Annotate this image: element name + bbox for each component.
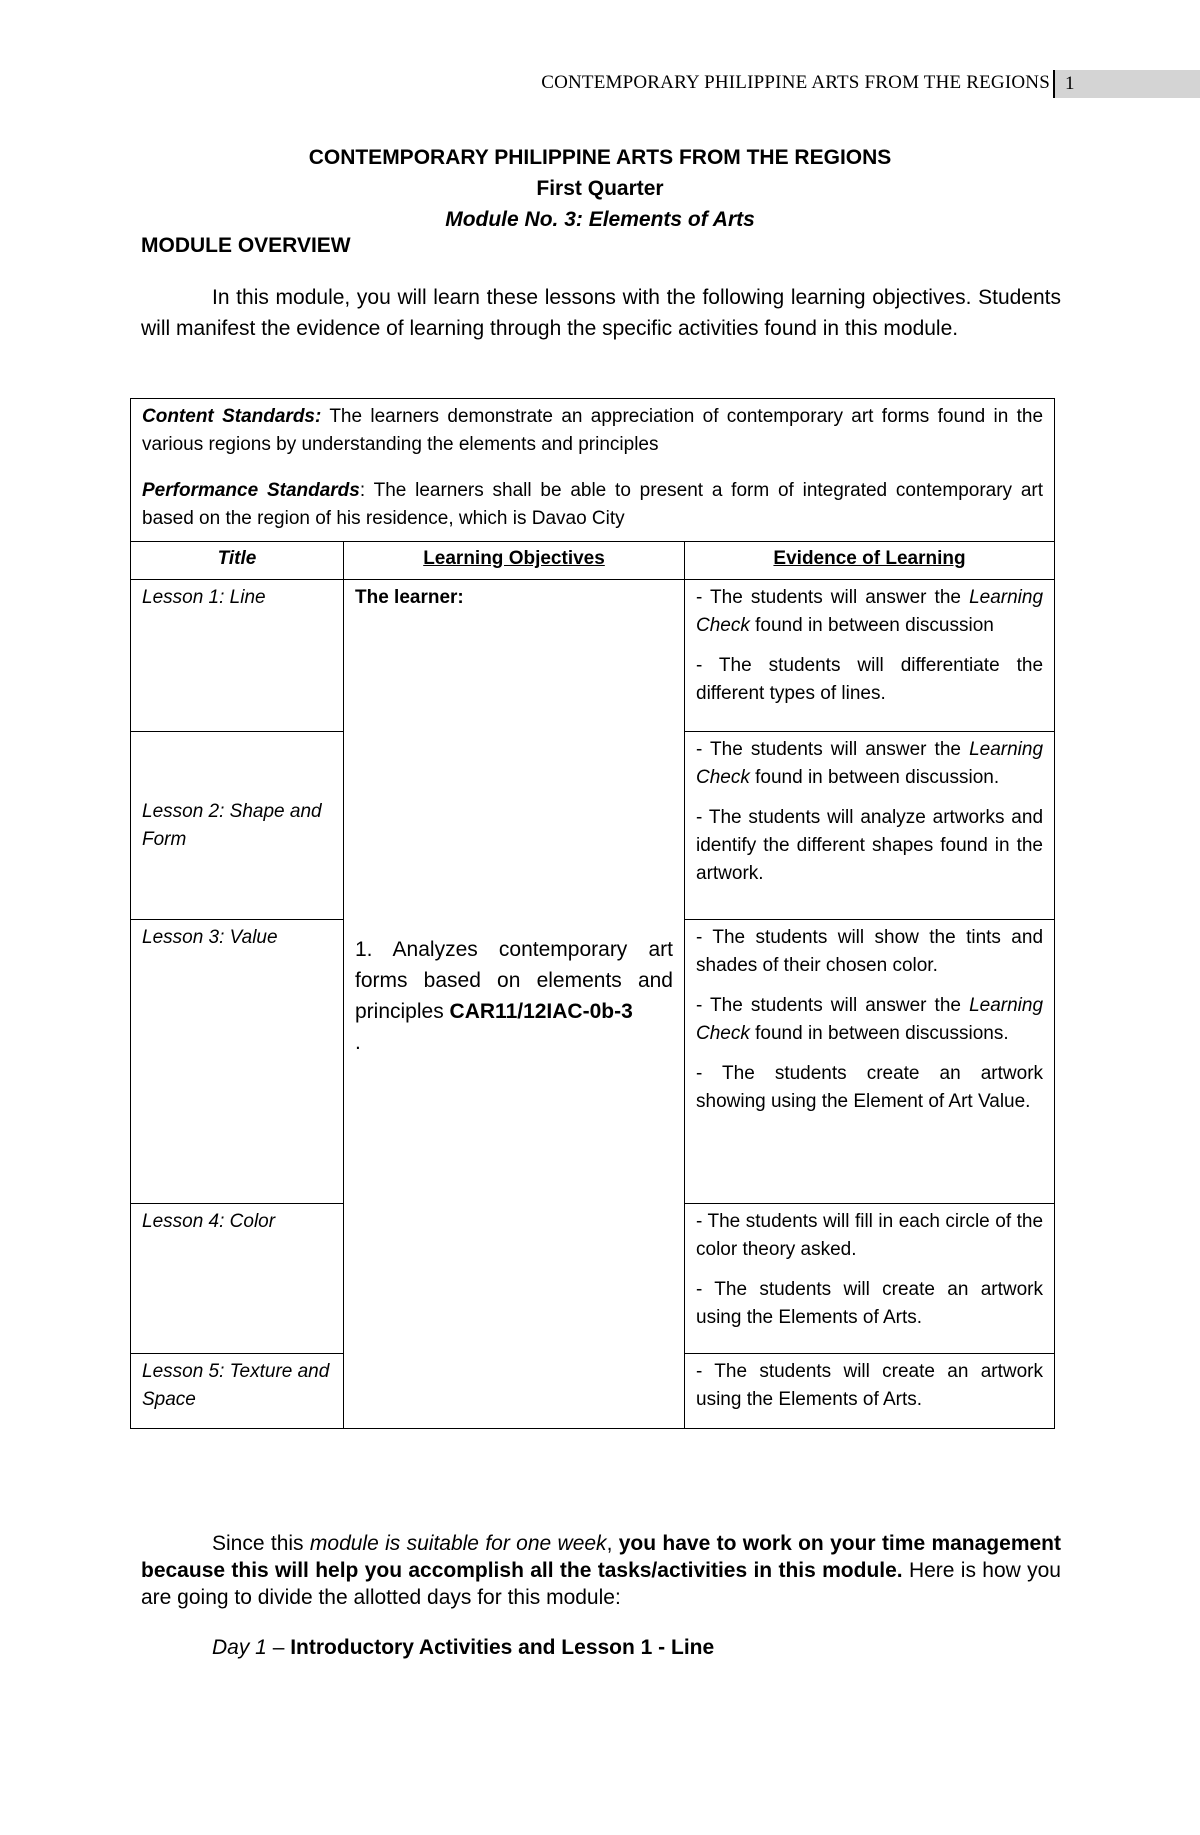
closing-text: Since this [212, 1532, 310, 1555]
lesson-title: Lesson 5: Texture and Space [131, 1354, 344, 1429]
evidence-text: found in between discussions. [749, 1023, 1009, 1044]
evidence-text: found in between discussion [749, 615, 994, 636]
objectives-cell [344, 580, 685, 1429]
objective-text [355, 934, 673, 1058]
evidence-item [696, 736, 1043, 792]
closing-strong: you have to work on your time management because this will help you accomplish all the tasks/activities in this module. [141, 1532, 1061, 1582]
evidence-em: Learning Check [696, 739, 1044, 788]
header-objectives-text: Learning Objectives [423, 548, 605, 569]
evidence-item [696, 924, 1043, 980]
content-standards-text: The learners demonstrate an appreciation of contemporary art forms found in the various regions by understanding the elements and principles [142, 406, 1044, 455]
quarter-label: First Quarter [536, 177, 664, 200]
evidence-text: - The students will analyze artworks and identify the different shapes found in the artwork. [696, 807, 1044, 884]
evidence-item [696, 1208, 1043, 1264]
evidence-text: - The students will show the tints and shades of their chosen color. [696, 927, 1044, 976]
title-block [140, 142, 1060, 235]
learner-label: The learner: [355, 587, 464, 608]
closing-em: module is suitable for one week [309, 1532, 607, 1555]
evidence-item [696, 992, 1043, 1048]
evidence-item [696, 1358, 1043, 1414]
closing-text: Here is how you are going to divide the allotted days for this module: [141, 1559, 1061, 1609]
lesson-title: Lesson 3: Value [131, 920, 344, 1204]
content-standards-label: Content Standards: [142, 406, 322, 427]
lesson-title: Lesson 4: Color [131, 1204, 344, 1354]
standards-row [131, 399, 1055, 542]
content-standards [142, 403, 1043, 459]
evidence-text: - The students will create an artwork using the Elements of Arts. [696, 1279, 1044, 1328]
header-objectives [344, 542, 685, 580]
evidence-text: - The students will answer the [696, 587, 970, 608]
objective-trailing: . [355, 1031, 361, 1054]
performance-standards [142, 477, 1043, 533]
evidence-text: - The students will answer the [696, 739, 970, 760]
table-row [131, 580, 1055, 732]
objective-code: CAR11/12IAC-0b-3 [449, 1000, 633, 1023]
evidence-text: - The students will create an artwork using the Elements of Arts. [696, 1361, 1044, 1410]
closing-paragraph [141, 1530, 1061, 1611]
evidence-item [696, 584, 1043, 640]
header-evidence-text: Evidence of Learning [773, 548, 966, 569]
intro-paragraph: In this module, you will learn these lessons with the following learning objectives. Students will manifest the evidence of learning through the specific activities found in this module. [141, 286, 1061, 340]
header-title-text: Title [217, 548, 257, 569]
evidence-text: found in between discussion. [749, 767, 1000, 788]
evidence-cell [685, 580, 1055, 732]
header-evidence [685, 542, 1055, 580]
evidence-text: - The students will answer the [696, 995, 970, 1016]
lesson-title: Lesson 1: Line [131, 580, 344, 732]
evidence-em: Learning Check [696, 995, 1044, 1044]
evidence-em: Learning Check [696, 587, 1044, 636]
evidence-item [696, 804, 1043, 888]
performance-standards-label: Performance Standards [142, 480, 360, 501]
evidence-item [696, 1060, 1043, 1116]
overview-heading: MODULE OVERVIEW [141, 234, 351, 257]
day-1-line [212, 1636, 714, 1660]
day-1-separator: – [266, 1636, 291, 1659]
document-title: CONTEMPORARY PHILIPPINE ARTS FROM THE REGIONS [308, 146, 892, 169]
page-number: 1 [1053, 70, 1200, 98]
evidence-text: - The students will differentiate the different types of lines. [696, 655, 1044, 704]
evidence-cell [685, 1354, 1055, 1429]
evidence-text: - The students will fill in each circle of the color theory asked. [696, 1211, 1044, 1260]
evidence-item [696, 652, 1043, 708]
closing-text: , [606, 1532, 619, 1555]
module-table [130, 398, 1055, 1429]
performance-standards-text: : The learners shall be able to present a form of integrated contemporary art based on the region of his residence, which is Davao City [142, 480, 1044, 529]
running-head: CONTEMPORARY PHILIPPINE ARTS FROM THE REGIONS [541, 72, 1050, 93]
evidence-text: - The students create an artwork showing using the Element of Art Value. [696, 1063, 1044, 1112]
lesson-title: Lesson 2: Shape and Form [131, 732, 344, 920]
evidence-cell [685, 920, 1055, 1204]
header-title [131, 542, 344, 580]
table-header-row [131, 542, 1055, 580]
evidence-item [696, 1276, 1043, 1332]
objective-description: 1. Analyzes contemporary art forms based on elements and principles [355, 938, 673, 1023]
evidence-cell [685, 732, 1055, 920]
standards-cell [131, 399, 1055, 542]
day-1-text: Introductory Activities and Lesson 1 - Line [290, 1636, 715, 1659]
evidence-cell [685, 1204, 1055, 1354]
day-1-label: Day 1 [212, 1636, 267, 1659]
module-label: Module No. 3: Elements of Arts [445, 208, 755, 231]
